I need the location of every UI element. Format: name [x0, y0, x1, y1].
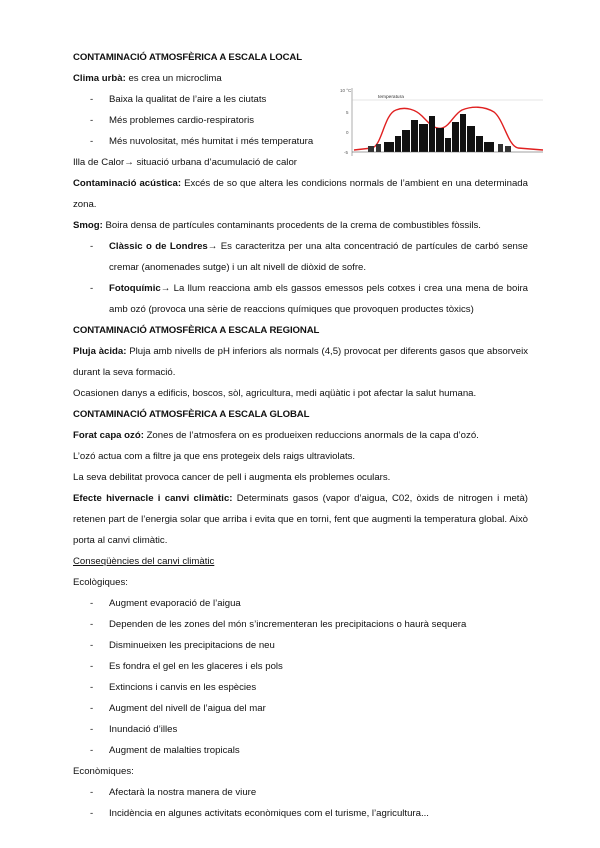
list-item-text: Augment de malalties tropicals	[109, 745, 240, 756]
efecte-hivernacle	[73, 488, 528, 551]
y-tick-label: -5	[344, 150, 349, 155]
y-tick-label: 10 °C	[340, 88, 352, 93]
list-item	[73, 782, 528, 803]
list-item	[73, 614, 528, 635]
list-item-text: Més problemes cardio-respiratoris	[109, 115, 255, 126]
list-item-text: Inundació d’illes	[109, 724, 178, 735]
list-item	[73, 698, 528, 719]
bullet-dash: -	[90, 640, 94, 651]
city-skyline	[384, 114, 494, 152]
londres-label: Clàssic o de Londres	[109, 241, 208, 252]
list-item-text: Afectarà la nostra manera de viure	[109, 787, 257, 798]
bullet-dash: -	[90, 682, 94, 693]
bullet-dash: -	[90, 745, 94, 756]
consequencies-title: Conseqüències del canvi climàtic	[73, 556, 215, 567]
ozo-debilitat: La seva debilitat provoca cancer de pell i augmenta els problemes oculars.	[73, 472, 391, 483]
forat-ozo	[73, 425, 528, 446]
pluja-text: Pluja amb nivells de pH inferiors als normals (4,5) provocat per diferents gasos que absorveix durant la seva formació.	[73, 346, 528, 378]
ozo-text: Zones de l’atmosfera on es produeixen reduccions anormals de la capa d’ozó.	[143, 430, 479, 441]
list-item-text: Dependen de les zones del món s’incrementeran les precipitacions o haurà sequera	[109, 619, 467, 630]
list-item-text: Més nuvolositat, més humitat i més temperatura	[109, 136, 314, 147]
hivernacle-label: Efecte hivernacle i canvi climàtic:	[73, 493, 233, 504]
bullet-dash: -	[90, 598, 94, 609]
bullet-dash: -	[90, 94, 94, 105]
ozo-label: Forat capa ozó:	[73, 430, 144, 441]
ozo-filtre: L’ozó actua com a filtre ja que ens protegeix dels raigs ultraviolats.	[73, 451, 356, 462]
list-item	[73, 719, 528, 740]
heading-local: CONTAMINACIÓ ATMOSFÈRICA A ESCALA LOCAL	[73, 52, 302, 63]
bullet-dash: -	[90, 619, 94, 630]
bullet-dash: -	[90, 115, 94, 126]
danys: Ocasionen danys a edificis, boscos, sòl, agricultura, medi aqüàtic i pot afectar la salut humana.	[73, 388, 477, 399]
bullet-dash: -	[90, 724, 94, 735]
fotoquimic-label: Fotoquímic	[109, 283, 161, 294]
illa-calor: Illa de Calor→ situació urbana d’acumulació de calor	[73, 157, 297, 168]
list-item	[73, 278, 528, 320]
list-item-text: Augment del nivell de l’aigua del mar	[109, 703, 266, 714]
londres-text: → Es caracteritza per una alta concentració de partícules de carbó sense cremar (anomenades sutge) i un alt nivell de diòxid de sofre.	[109, 241, 529, 273]
bullet-dash: -	[90, 283, 94, 294]
bullet-dash: -	[90, 661, 94, 672]
smog-label: Smog:	[73, 220, 103, 231]
list-item-text: Es fondra el gel en les glaceres i els pols	[109, 661, 283, 672]
list-item-text: Extincions i canvis en les espècies	[109, 682, 257, 693]
bullet-dash: -	[90, 136, 94, 147]
list-item	[73, 803, 528, 824]
bullet-dash: -	[90, 241, 94, 252]
economiques-label: Econòmiques:	[73, 766, 134, 777]
smog	[73, 215, 528, 236]
list-item	[73, 635, 528, 656]
list-item	[73, 236, 528, 278]
bullet-dash: -	[90, 787, 94, 798]
list-item-text: Incidència en algunes activitats econòmiques com el turisme, l’agricultura...	[109, 808, 429, 819]
list-item-text: Baixa la qualitat de l’aire a les ciutats	[109, 94, 267, 105]
y-tick-label: 5	[346, 110, 349, 115]
temperature-label: temperatura	[378, 95, 404, 100]
list-item	[73, 740, 528, 761]
hivernacle-text: Determinats gasos (vapor d’aigua, C02, òxids de nitrogen i metà) retenen part de l’energia solar que arriba i evita que en torni, fent que augmenti la temperatura global. Això porta al canvi climàtic.	[73, 493, 528, 546]
acustica-label: Contaminació acústica:	[73, 178, 182, 189]
list-item	[73, 593, 528, 614]
pluja-label: Pluja àcida:	[73, 346, 127, 357]
heading-regional: CONTAMINACIÓ ATMOSFÈRICA A ESCALA REGIONAL	[73, 325, 320, 336]
heading-global: CONTAMINACIÓ ATMOSFÈRICA A ESCALA GLOBAL	[73, 409, 310, 420]
bullet-dash: -	[90, 808, 94, 819]
smog-text: Boira densa de partícules contaminants procedents de la crema de combustibles fòssils.	[102, 220, 481, 231]
heat-island-figure	[338, 86, 551, 164]
contaminacio-acustica	[73, 173, 528, 215]
acustica-text: Excés de so que altera les condicions normals de l’ambient en una determinada zona.	[73, 178, 528, 210]
ecologiques-label: Ecològiques:	[73, 577, 128, 588]
list-item-text: Augment evaporació de l’aigua	[109, 598, 241, 609]
list-item	[73, 677, 528, 698]
pluja-acida	[73, 341, 528, 383]
bullet-dash: -	[90, 703, 94, 714]
list-item-text: Disminueixen les precipitacions de neu	[109, 640, 275, 651]
clima-urba-label: Clima urbà:	[73, 73, 126, 84]
y-tick-label: 0	[346, 130, 349, 135]
clima-urba-text: es crea un microclima	[125, 73, 222, 84]
fotoquimic-text: → La llum reacciona amb els gassos emessos pels cotxes i crea una mena de boira amb ozó (provoca una sèrie de reaccions químiques que provoquen productes tòxics)	[109, 283, 528, 315]
list-item	[73, 656, 528, 677]
